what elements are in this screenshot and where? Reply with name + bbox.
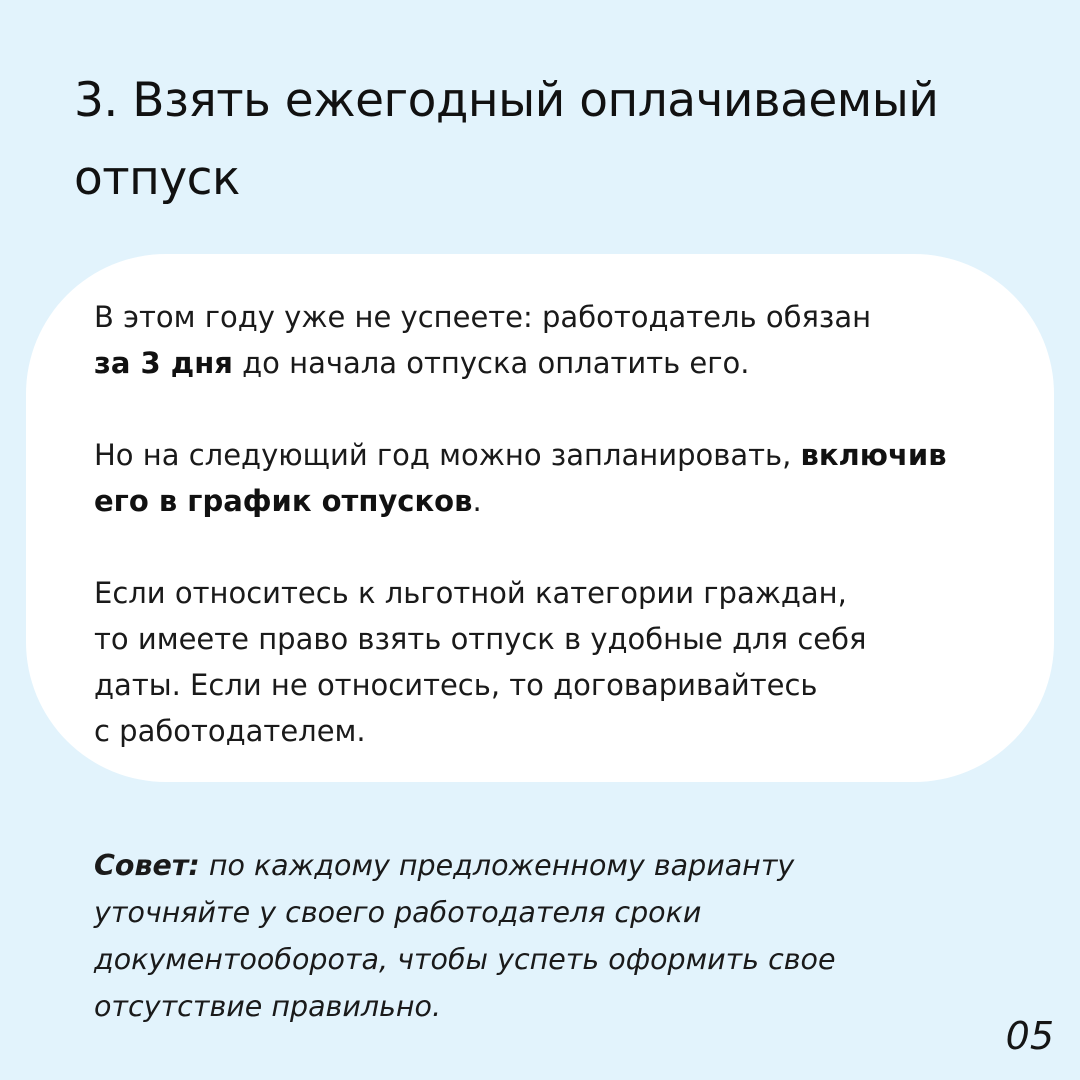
paragraph-text: до начала отпуска оплатить его. [232,346,750,380]
paragraph-line: Если относитесь к льготной категории граждан, [94,576,847,610]
page-number: 05 [1005,1014,1054,1058]
paragraph-text: Но на следующий год можно запланировать, [94,438,801,472]
tip-line [94,842,994,889]
page-title [74,62,1034,218]
bold-phrase: включив [800,438,947,472]
paragraph-line: то имеете право взять отпуск в удобные для себя [94,622,867,656]
paragraph-line [94,478,1044,524]
tip-text-part: по каждому предложенному варианту [199,849,795,882]
paragraph-line [94,432,1044,478]
tip-label: Совет: [94,849,200,882]
paragraph-line [94,340,1044,386]
bold-phrase: его в график отпусков [94,484,473,518]
tip-text [94,842,994,1030]
paragraph-text: . [472,484,482,518]
page-title-line-2: отпуск [74,151,240,206]
paragraph-line: В этом году уже не успеете: работодатель обязан [94,300,872,334]
paragraph-payment-deadline [94,294,1044,386]
paragraph-line: с работодателем. [94,714,366,748]
paragraph-next-year [94,432,1044,524]
paragraph-line: даты. Если не относитесь, то договаривайтесь [94,668,818,702]
tip-line: документооборота, чтобы успеть оформить свое [94,943,836,976]
bold-phrase: за 3 дня [94,346,233,380]
tip-line: отсутствие правильно. [94,990,442,1023]
page-title-line-1: 3. Взять ежегодный оплачиваемый [74,73,939,128]
paragraph-privileged [94,570,1044,754]
tip-line: уточняйте у своего работодателя сроки [94,896,702,929]
